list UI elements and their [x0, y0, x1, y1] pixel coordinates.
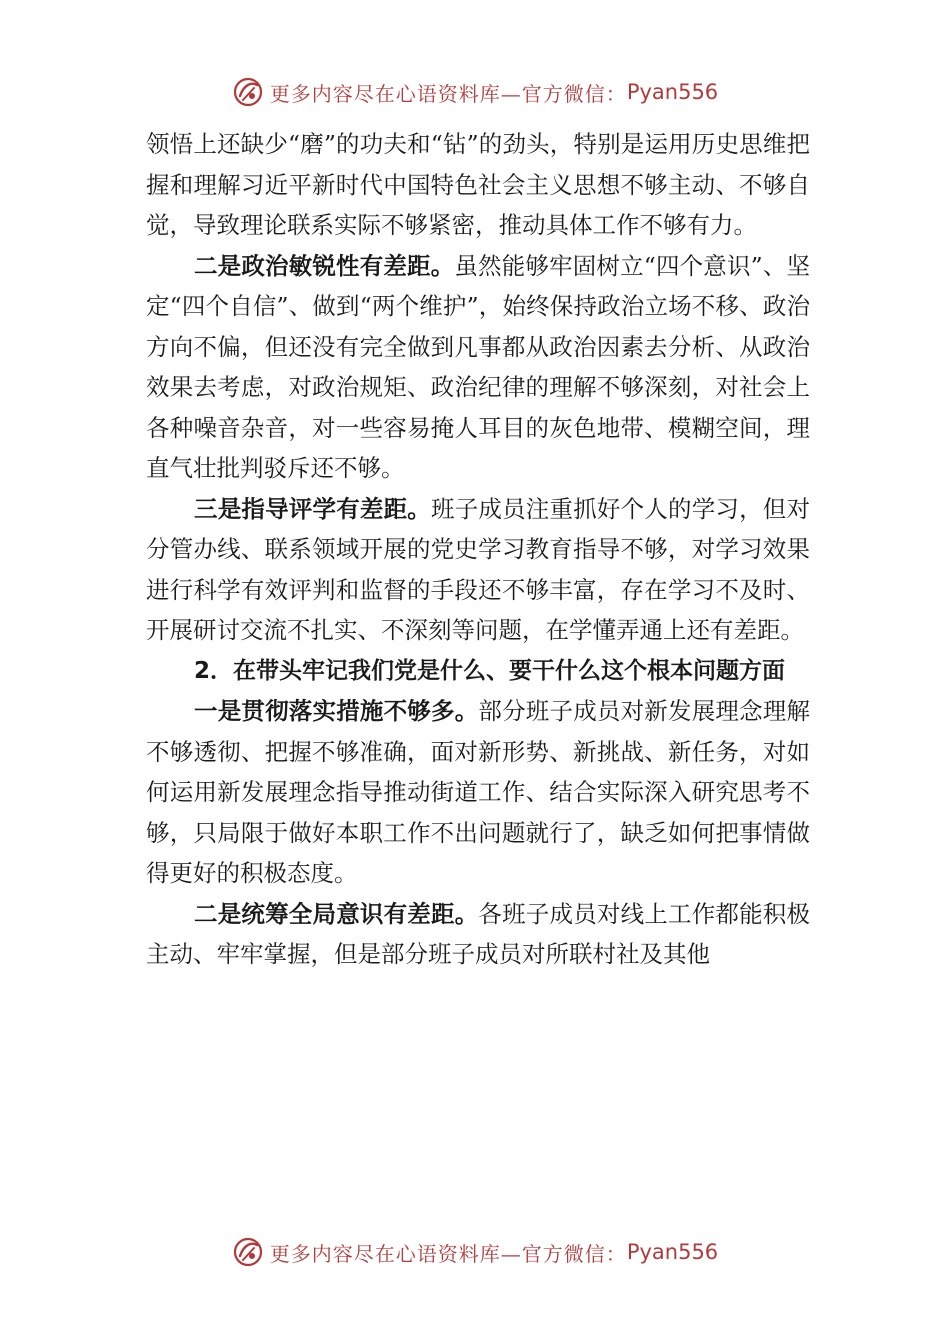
document-body — [146, 124, 810, 975]
library-logo-icon — [232, 76, 264, 108]
paragraph-5-text: 各班子成员对线上工作都能积极主动、牢牢掌握，但是部分班子成员对所联村社及其他 — [146, 899, 811, 968]
paragraph-2-lead: 二是政治敏锐性有差距。 — [194, 251, 455, 280]
paragraph-5 — [146, 894, 810, 975]
paragraph-1 — [146, 124, 810, 246]
paragraph-3 — [146, 489, 810, 651]
page-header-watermark — [0, 70, 950, 114]
watermark-wechat-id: Pyan556 — [626, 80, 719, 104]
paragraph-5-lead: 二是统筹全局意识有差距。 — [194, 899, 479, 928]
watermark-text: 更多内容尽在心语资料库—官方微信： — [269, 1241, 627, 1266]
paragraph-4 — [146, 691, 810, 894]
paragraph-1-text: 领悟上还缺少“磨”的功夫和“钻”的劲头，特别是运用历史思维把握和理解习近平新时代中国特色社会主义思想不够主动、不够自觉，导致理论联系实际不够紧密，推动具体工作不够有力。 — [146, 130, 810, 239]
paragraph-3-text: 班子成员注重抓好个人的学习，但对分管办线、联系领域开展的党史学习教育指导不够，对学习效果进行科学有效评判和监督的手段还不够丰富，存在学习不及时、开展研讨交流不扎实、不深刻等问题，在学懂弄通上还有差距。 — [146, 494, 810, 644]
section-heading-2: 2．在带头牢记我们党是什么、要干什么这个根本问题方面 — [194, 657, 786, 684]
page-footer-watermark — [0, 1230, 950, 1274]
paragraph-4-lead: 一是贯彻落实措施不够多。 — [194, 697, 479, 725]
watermark-wechat-id: Pyan556 — [626, 1240, 719, 1264]
paragraph-4-text: 部分班子成员对新发展理念理解不够透彻、把握不够准确，面对新形势、新挑战、新任务，对如何运用新发展理念指导推动街道工作、结合实际深入研究思考不够，只局限于做好本职工作不出问题就行了，缺乏如何把事情做得更好的积极态度。 — [146, 697, 811, 887]
paragraph-2 — [146, 246, 810, 489]
library-logo-icon — [232, 1236, 264, 1268]
paragraph-2-text: 虽然能够牢固树立“四个意识”、坚定“四个自信”、做到“两个维护”，始终保持政治立场不移、政治方向不偏，但还没有完全做到凡事都从政治因素去分析、从政治效果去考虑，对政治规矩、政治纪律的理解不够深刻，对社会上各种噪音杂音，对一些容易掩人耳目的灰色地带、模糊空间，理直气壮批判驳斥还不够。 — [146, 251, 810, 482]
paragraph-3-lead: 三是指导评学有差距。 — [194, 494, 431, 523]
watermark-text: 更多内容尽在心语资料库—官方微信： — [269, 81, 627, 106]
